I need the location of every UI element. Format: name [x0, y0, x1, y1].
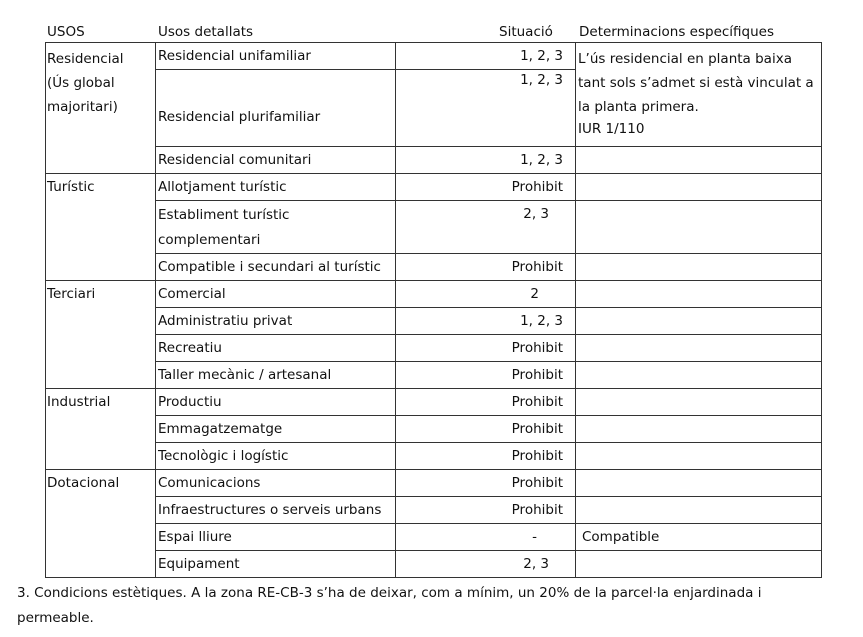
table-cell: Prohibit — [396, 470, 576, 497]
table-row — [46, 43, 822, 70]
table-cell: Tecnològic i logístic — [156, 443, 396, 470]
table-cell: 2, 3 — [396, 551, 576, 578]
table-cell: Prohibit — [396, 254, 576, 281]
table-row — [46, 416, 822, 443]
table-row — [46, 174, 822, 201]
table-cell: Prohibit — [396, 389, 576, 416]
table-cell: Espai lliure — [156, 524, 396, 551]
table-cell: Comercial — [156, 281, 396, 308]
header-determinacions: Determinacions específiques — [579, 24, 775, 40]
header-situacio: Situació — [499, 24, 553, 40]
table-row — [46, 335, 822, 362]
table-cell — [576, 470, 822, 497]
table-cell — [576, 389, 822, 416]
table-cell — [576, 201, 822, 254]
table-cell: Compatible — [576, 524, 822, 551]
group-terciari: Terciari — [46, 281, 156, 389]
footer-paragraph: 3. Condicions estètiques. A la zona RE-CB-3 s’ha de deixar, com a mínim, un 20% de la parcel·la enjardinada i permeable. — [17, 585, 762, 626]
table-cell — [576, 416, 822, 443]
table-cell: 1, 2, 3 — [396, 308, 576, 335]
header-usos: USOS — [47, 24, 85, 40]
table-cell — [576, 147, 822, 174]
table-row — [46, 551, 822, 578]
table-row — [46, 470, 822, 497]
table-row — [46, 389, 822, 416]
table-cell: Equipament — [156, 551, 396, 578]
determinacio-residencial: L’ús residencial en planta baixa tant sols s’admet si està vinculat a la planta primera. IUR 1/110 — [576, 43, 822, 147]
table-cell: Prohibit — [396, 416, 576, 443]
table-cell — [576, 174, 822, 201]
table-cell: Comunicacions — [156, 470, 396, 497]
table-row — [46, 497, 822, 524]
table-cell: 1, 2, 3 — [396, 147, 576, 174]
table-cell: Productiu — [156, 389, 396, 416]
header-usos-detallats: Usos detallats — [158, 24, 254, 40]
table-cell: 2, 3 — [396, 201, 576, 254]
group-residencial: Residencial (Ús global majoritari) — [46, 43, 156, 174]
table-row — [46, 443, 822, 470]
table-cell: Taller mecànic / artesanal — [156, 362, 396, 389]
table-row — [46, 524, 822, 551]
usage-cell: Residencial unifamiliar — [156, 43, 396, 70]
situacio-cell: 1, 2, 3 — [396, 70, 576, 147]
table-row — [46, 281, 822, 308]
table-cell — [576, 443, 822, 470]
table-cell — [576, 308, 822, 335]
table-cell — [576, 362, 822, 389]
table-cell: Establiment turístic complementari — [156, 201, 396, 254]
table-cell — [576, 551, 822, 578]
group-dotacional: Dotacional — [46, 470, 156, 578]
table-cell: Prohibit — [396, 443, 576, 470]
table-row — [46, 201, 822, 254]
table-cell — [576, 335, 822, 362]
table-cell: - — [396, 524, 576, 551]
table-cell — [576, 281, 822, 308]
table-cell: Allotjament turístic — [156, 174, 396, 201]
situacio-cell: 1, 2, 3 — [396, 43, 576, 70]
usage-cell: Residencial plurifamiliar — [156, 70, 396, 147]
table-cell: Recreatiu — [156, 335, 396, 362]
uses-table — [45, 42, 822, 578]
table-row — [46, 254, 822, 281]
table-cell: Compatible i secundari al turístic — [156, 254, 396, 281]
table-cell: 2 — [396, 281, 576, 308]
table-cell: Prohibit — [396, 335, 576, 362]
table-cell: Infraestructures o serveis urbans — [156, 497, 396, 524]
table-cell: Prohibit — [396, 174, 576, 201]
table-row — [46, 147, 822, 174]
table-row — [46, 308, 822, 335]
table-cell: Prohibit — [396, 362, 576, 389]
group-industrial: Industrial — [46, 389, 156, 470]
table-cell: Emmagatzematge — [156, 416, 396, 443]
table-cell — [576, 497, 822, 524]
table-cell: Administratiu privat — [156, 308, 396, 335]
group-turistic: Turístic — [46, 174, 156, 281]
table-cell: Prohibit — [396, 497, 576, 524]
table-row — [46, 362, 822, 389]
table-cell — [576, 254, 822, 281]
table-cell: Residencial comunitari — [156, 147, 396, 174]
